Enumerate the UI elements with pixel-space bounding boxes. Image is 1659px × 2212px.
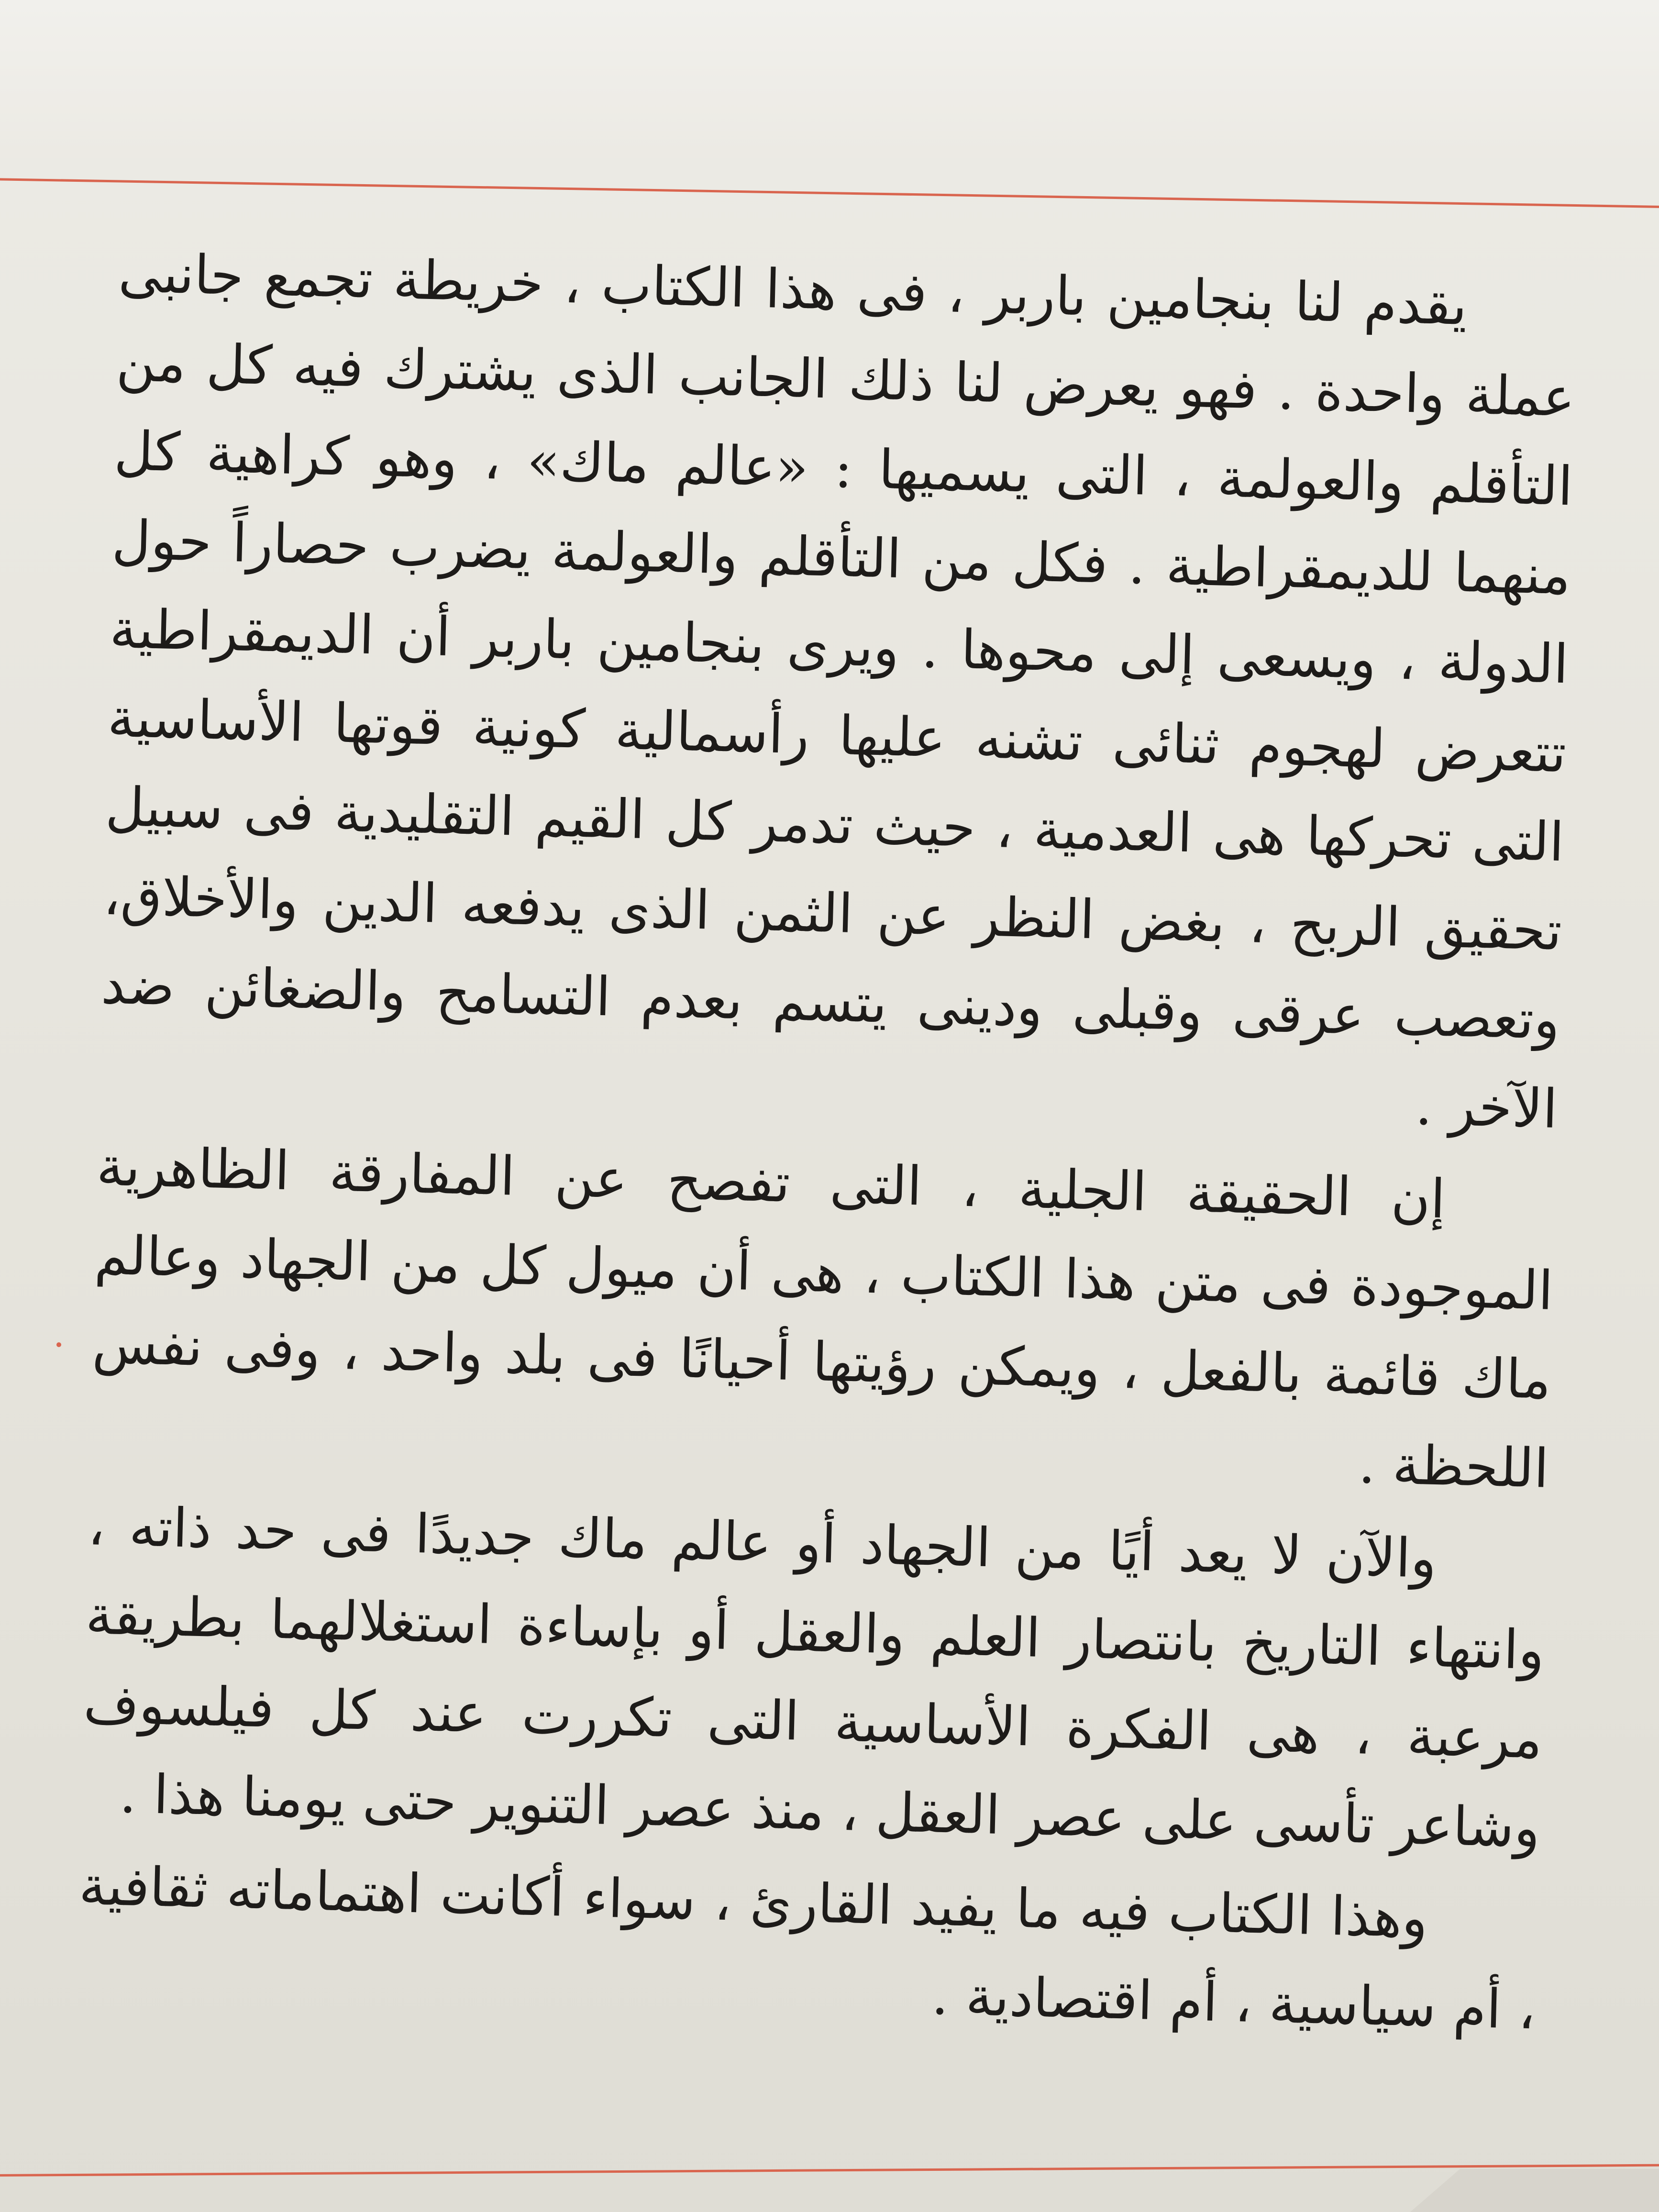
bottom-border-rule — [0, 2164, 1659, 2177]
paragraph-3: والآن لا يعد أيًا من الجهاد أو عالم ماك جديدًا فى حد ذاته ، وانتهاء التاريخ بانتصار العلم والعقل أو بإساءة استغلالهما بطريقة مرعبة ، هى الفكرة الأساسية التى تكررت عند كل فيلسوف وشاعر تأسى على عصر العقل ، منذ عصر التنوير حتى يومنا هذا . — [83, 1495, 1545, 1860]
body-text — [76, 229, 1579, 2055]
top-border-rule — [0, 178, 1659, 208]
paragraph-1: يقدم لنا بنجامين باربر ، فى هذا الكتاب ، خريطة تجمع جانبى عملة واحدة . فهو يعرض لنا ذلك الجانب الذى يشترك فيه كل من التأقلم والعولمة ، التى يسميها : «عالم ماك» ، وهو كراهية كل منهما للديمقراطية . فكل من التأقلم والعولمة يضرب حصاراً حول الدولة ، ويسعى إلى محوها . ويرى بنجامين باربر أن الديمقراطية تتعرض لهجوم ثنائى تشنه عليها رأسمالية كونية قوتها الأساسية التى تحركها هى العدمية ، حيث تدمر كل القيم التقليدية فى سبيل تحقيق الربح ، بغض النظر عن الثمن الذى يدفعه الدين والأخلاق، وتعصب عرقى وقبلى ودينى يتسم بعدم التسامح والضغائن ضد الآخر . — [100, 242, 1576, 1140]
page-top-margin — [0, 0, 1659, 158]
page-corner-shadow — [1410, 2169, 1659, 2212]
paragraph-4: وهذا الكتاب فيه ما يفيد القارئ ، سواء أكانت اهتماماته ثقافية ، أم سياسية ، أم اقتصادية . — [78, 1854, 1537, 2042]
paragraph-2: إن الحقيقة الجلية ، التى تفصح عن المفارقة الظاهرية الموجودة فى متن هذا الكتاب ، هى أن ميول كل من الجهاد وعالم ماك قائمة بالفعل ، ويمكن رؤيتها أحيانًا فى بلد واحد ، وفى نفس اللحظة . — [91, 1135, 1554, 1500]
margin-ink-dot — [56, 1342, 61, 1347]
